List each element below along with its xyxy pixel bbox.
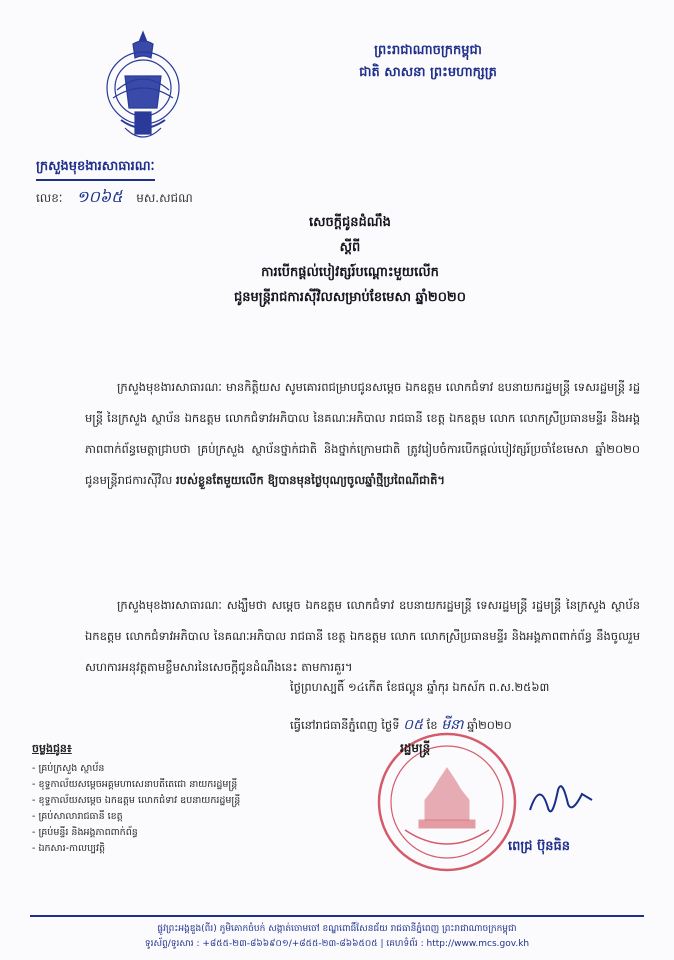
ref-suffix: មស.សជណ [136, 191, 193, 205]
list-item: - គ្រប់សាលារាជធានី ខេត្ត [32, 811, 123, 822]
footer-address: ផ្លូវព្រះអង្គឌួង(ពីរ) ភូមិគោកចំបក់ សង្កាត់ចោមចៅ ខណ្ឌពោធិ៍សែនជ័យ រាជធានីភ្នំពេញ ព្រះរាជាណាចក្រកម្ពុជា [157, 924, 517, 934]
paragraph-2 [85, 590, 640, 683]
footer [30, 922, 644, 952]
copy-to-heading: ចម្លងជូន៖ [32, 742, 72, 755]
list-item: - ខុទ្ទកាល័យសម្តេច ឯកឧត្តម លោកជំទាវ ឧបនាយករដ្ឋមន្ត្រី [32, 795, 241, 806]
kingdom-name: ព្រះរាជាណាចក្រកម្ពុជា [374, 43, 482, 58]
month-label: ខែ [426, 718, 438, 732]
ref-number: ១០៦៥ [76, 187, 123, 206]
royal-emblem-icon [95, 28, 191, 153]
ministry-name: ក្រសួងមុខងារសាធារណៈ [36, 158, 155, 181]
footer-contact: ទូរស័ព្ទ/ទូរសារ : +៨៥៥-២៣-៨៦៦៩០១/+៨៥៥-២៣-៨៦៦៥០៥ | គេហទំព័រ : http://www.mcs.gov.kh [144, 939, 530, 949]
paragraph-1-text: ក្រសួងមុខងារសាធារណៈ មានកិត្តិយស សូមគោរពជម្រាបជូនសម្តេច ឯកឧត្តម លោកជំទាវ ឧបនាយករដ្ឋមន្ត្រី ទេសរដ្ឋមន្ត្រី រដ្ឋមន្ត្រី នៃក្រសួង ស្ថាប័ន ឯកឧត្តម លោកជំទាវអភិបាល នៃគណៈអភិបាល រាជធានី ខេត្ត ឯកឧត្តម លោក លោកស្រីប្រធានមន្ទីរ និងអង្គភាពពាក់ព័ន្ធមេត្តាជ្រាបថា គ្រប់ក្រសួង ស្ថាប័នថ្នាក់ជាតិ និងថ្នាក់ក្រោមជាតិ ត្រូវរៀបចំការបើកផ្តល់បៀវត្សរ៍ប្រចាំខែមេសា ឆ្នាំ២០២០ ជូនមន្ត្រីរាជការស៊ីវិល [85, 380, 640, 487]
minister-title: រដ្ឋមន្ត្រី [400, 741, 431, 755]
reference-number [36, 186, 193, 210]
lunar-date: ថ្ងៃព្រហស្បតិ៍ ១៤កើត ខែផល្គុន ឆ្នាំកុរ ឯកស័ក ព.ស.២៥៦៣ [290, 680, 550, 694]
document-titles [130, 210, 570, 310]
title-subject: ការបើកផ្តល់បៀវត្សរ៍បណ្តោះមួយលើក [261, 265, 439, 280]
ministry-seal-icon [375, 730, 520, 875]
paragraph-2-text: ក្រសួងមុខងារសាធារណៈ សង្ឃឹមថា សម្តេច ឯកឧត្តម លោកជំទាវ ឧបនាយករដ្ឋមន្ត្រី ទេសរដ្ឋមន្ត្រី រដ្ឋមន្ត្រី នៃក្រសួង ស្ថាប័ន ឯកឧត្តម លោកជំទាវអភិបាល នៃគណៈអភិបាល រាជធានី ខេត្ត ឯកឧត្តម លោក លោកស្រីប្រធានមន្ទីរ និងអង្គភាពពាក់ព័ន្ធ នឹងចូលរួមសហការអនុវត្តតាមខ្លឹមសារនៃសេចក្តីជូនដំណឹងនេះ តាមការគួរ។ [85, 598, 640, 674]
handwritten-signature-icon [520, 770, 600, 830]
paragraph-1-bold: របស់ខ្លួនតែមួយលើក ឱ្យបានមុនថ្ងៃបុណ្យចូលឆ្នាំថ្មីប្រពៃណីជាតិ។ [176, 473, 445, 487]
title-subject-2: ជូនមន្ត្រីរាជការស៊ីវិលសម្រាប់ខែមេសា ឆ្នាំ២០២០ [234, 290, 466, 305]
national-motto: ជាតិ សាសនា ព្រះមហាក្សត្រ [359, 65, 497, 80]
paragraph-1 [85, 372, 640, 496]
signer-name: ពេជ្រ ប៊ុនធិន [508, 839, 571, 854]
list-item: - គ្រប់មន្ទីរ និងអង្គភាពពាក់ព័ន្ធ [32, 827, 138, 838]
list-item: - គ្រប់ក្រសួង ស្ថាប័ន [32, 763, 105, 774]
list-item: - ខុទ្ទកាល័យសម្តេចអគ្គមហាសេនាបតីតេជោ នាយករដ្ឋមន្ត្រី [32, 779, 238, 790]
footer-divider [30, 915, 644, 917]
copy-to-items [32, 761, 240, 857]
title-on: ស្តីពី [339, 240, 361, 255]
copy-to-list [32, 742, 240, 857]
date-month: មីនា [441, 717, 464, 733]
place-date-prefix: ធ្វើនៅរាជធានីភ្នំពេញ ថ្ងៃទី [290, 718, 400, 732]
ref-label: លេខៈ [36, 191, 63, 205]
date-year: ឆ្នាំ២០២០ [467, 718, 512, 732]
title-notice: សេចក្តីជូនដំណឹង [309, 215, 391, 230]
kingdom-heading [318, 40, 538, 84]
list-item: - ឯកសារ-កាលប្បវត្តិ [32, 843, 106, 854]
date-day: ០៥ [403, 717, 423, 733]
